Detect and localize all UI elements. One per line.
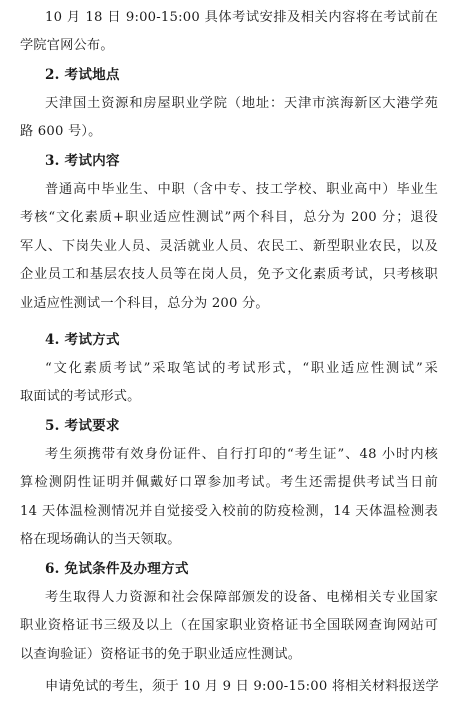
exemption-line-4: 申请免试的考生，须于 10 月 9 日 9:00-15:00 将相关材料报送学 <box>45 679 439 694</box>
location-line-2: 路 600 号）。 <box>20 124 102 139</box>
method-line-1: “文化素质考试”采取笔试的考试形式，“职业适应性测试”采 <box>45 361 438 376</box>
exemption-line-1: 考生取得人力资源和社会保障部颁发的设备、电梯相关专业国家 <box>45 590 438 605</box>
requirements-line-1: 考生须携带有效身份证件、自行打印的“考生证”、48 小时内核 <box>45 447 438 462</box>
requirements-line-3: 14 天体温检测情况并自觉接受入校前的防疫检测，14 天体温检测表 <box>20 504 438 519</box>
location-line-1: 天津国土资源和房屋职业学院（地址：天津市滨海新区大港学苑 <box>45 96 438 111</box>
content-line-2: 考核“文化素质+职业适应性测试”两个科目，总分为 200 分；退役 <box>20 210 438 225</box>
content-line-3: 军人、下岗失业人员、灵活就业人员、农民工、新型职业农民，以及 <box>20 239 438 254</box>
exemption-line-3: 以查询验证）资格证书的免于职业适应性测试。 <box>20 647 302 662</box>
intro-line-1: 10 月 18 日 9:00-15:00 具体考试安排及相关内容将在考试前在 <box>45 10 438 25</box>
section-heading-method: 4. 考试方式 <box>45 332 120 348</box>
content-line-5: 业适应性测试一个科目，总分为 200 分。 <box>20 296 269 311</box>
section-heading-exemption: 6. 免试条件及办理方式 <box>45 561 189 577</box>
requirements-line-2: 算检测阴性证明并佩戴好口罩参加考试。考生还需提供考试当日前 <box>20 475 438 490</box>
requirements-line-4: 格在现场确认的当天领取。 <box>20 532 181 547</box>
section-heading-content: 3. 考试内容 <box>45 153 120 169</box>
intro-line-2: 学院官网公布。 <box>20 38 114 53</box>
section-heading-requirements: 5. 考试要求 <box>45 418 120 434</box>
exemption-line-2: 职业资格证书三级及以上（在国家职业资格证书全国联网查询网站可 <box>20 618 438 633</box>
method-line-2: 取面试的考试形式。 <box>20 389 141 404</box>
content-line-1: 普通高中毕业生、中职（含中专、技工学校、职业高中）毕业生 <box>45 182 438 197</box>
content-line-4: 企业员工和基层农技人员等在岗人员，免予文化素质考试，只考核职 <box>20 267 438 282</box>
section-heading-location: 2. 考试地点 <box>45 67 120 83</box>
